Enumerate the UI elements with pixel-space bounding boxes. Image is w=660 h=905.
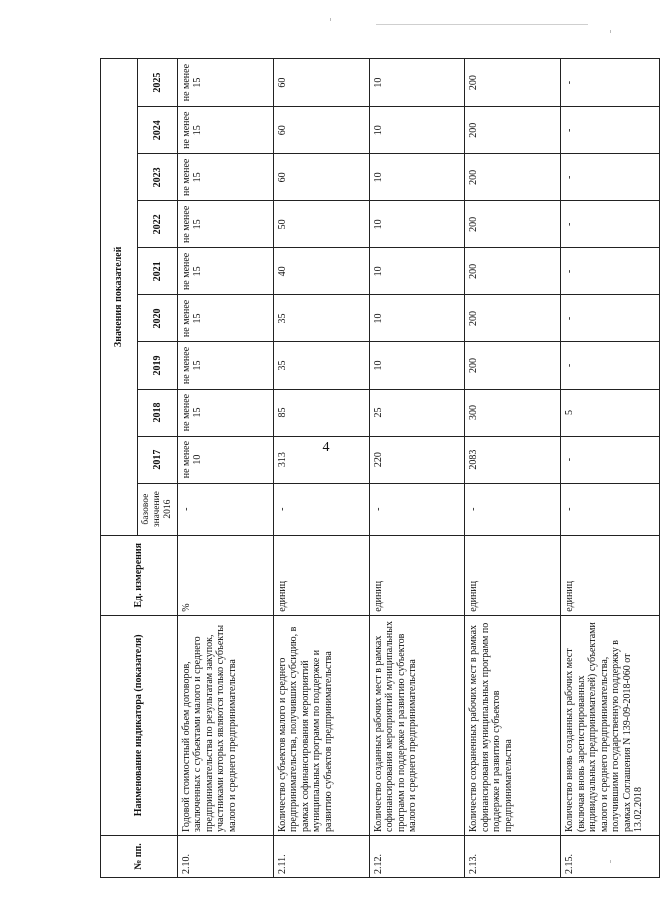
- header-year: 2020: [138, 295, 178, 342]
- row-value: -: [561, 201, 660, 248]
- row-base: -: [177, 483, 273, 535]
- row-base: -: [561, 483, 660, 535]
- header-year: 2021: [138, 248, 178, 295]
- header-num: № пп.: [101, 835, 178, 877]
- page-number: 4: [322, 440, 330, 455]
- row-value: не менее 15: [177, 107, 273, 154]
- row-value: -: [561, 342, 660, 389]
- row-value: 200: [465, 154, 561, 201]
- table-row: [465, 59, 561, 878]
- row-value: -: [561, 295, 660, 342]
- row-value: не менее 15: [177, 154, 273, 201]
- row-value: 10: [369, 248, 465, 295]
- header-year: 2017: [138, 436, 178, 483]
- row-name: Годовой стоимостный объем договоров, заключенных с субъектами малого и среднего предпринимательства по результатам закупок, участниками которых являются только субъекты малого и среднего предпринимательства: [177, 615, 273, 835]
- table-row: [369, 59, 465, 878]
- row-num: 2.15.: [561, 835, 660, 877]
- row-num: 2.11.: [273, 835, 369, 877]
- row-name: Количество субъектов малого и среднего предпринимательства, получивших субсидию, в рамках софинансирования мероприятий муниципальных программ по поддержке и развитию субъектов предпринимательства: [273, 615, 369, 835]
- row-value: 313: [273, 436, 369, 483]
- scan-artifact-dot: [610, 30, 611, 33]
- row-value: не менее 15: [177, 201, 273, 248]
- row-value: не менее 15: [177, 389, 273, 436]
- indicators-table-container: [100, 58, 660, 878]
- header-year: 2018: [138, 389, 178, 436]
- row-value: 35: [273, 342, 369, 389]
- header-base: базовое значение 2016: [138, 483, 178, 535]
- row-value: 5: [561, 389, 660, 436]
- row-num: 2.13.: [465, 835, 561, 877]
- row-name: Количество созданных рабочих мест в рамках софинансирования мероприятий муниципальных программ по поддержке и развитию субъектов малого и среднего предпринимательства: [369, 615, 465, 835]
- row-value: 85: [273, 389, 369, 436]
- row-value: 200: [465, 107, 561, 154]
- row-value: 200: [465, 248, 561, 295]
- header-year: 2023: [138, 154, 178, 201]
- row-value: 10: [369, 201, 465, 248]
- row-value: 10: [369, 59, 465, 107]
- row-base: -: [465, 483, 561, 535]
- row-value: не менее 10: [177, 436, 273, 483]
- row-unit: %: [177, 535, 273, 615]
- table-row: [561, 59, 660, 878]
- row-value: не менее 15: [177, 248, 273, 295]
- header-year: 2019: [138, 342, 178, 389]
- row-value: 60: [273, 59, 369, 107]
- row-value: -: [561, 436, 660, 483]
- row-value: 25: [369, 389, 465, 436]
- row-value: 10: [369, 154, 465, 201]
- row-name: Количество вновь созданных рабочих мест (включая вновь зарегистрированных индивидуальных предпринимателей) субъектами малого и среднего предпринимательства, получившими государственную поддержку в рамках Соглашения N 139-09-2018-060 от 13.02.2018: [561, 615, 660, 835]
- row-value: 10: [369, 295, 465, 342]
- indicators-table: [100, 58, 660, 878]
- row-value: не менее 15: [177, 342, 273, 389]
- row-num: 2.12.: [369, 835, 465, 877]
- row-value: -: [561, 248, 660, 295]
- row-value: 200: [465, 342, 561, 389]
- header-name: Наименование индикатора (показателя): [101, 615, 178, 835]
- row-value: 35: [273, 295, 369, 342]
- row-unit: единиц: [465, 535, 561, 615]
- header-values-group: Значения показателей: [101, 59, 138, 536]
- row-base: -: [369, 483, 465, 535]
- row-unit: единиц: [273, 535, 369, 615]
- row-value: -: [561, 154, 660, 201]
- row-value: 40: [273, 248, 369, 295]
- row-value: 200: [465, 59, 561, 107]
- header-year: 2022: [138, 201, 178, 248]
- table-row: [177, 59, 273, 878]
- row-value: -: [561, 107, 660, 154]
- row-value: 10: [369, 107, 465, 154]
- row-unit: единиц: [369, 535, 465, 615]
- row-unit: единиц: [561, 535, 660, 615]
- row-value: 50: [273, 201, 369, 248]
- row-value: -: [561, 59, 660, 107]
- header-year: 2024: [138, 107, 178, 154]
- row-value: 60: [273, 107, 369, 154]
- row-value: не менее 15: [177, 295, 273, 342]
- header-unit: Ед. измерения: [101, 535, 178, 615]
- scan-artifact-line: [376, 24, 588, 25]
- row-value: 60: [273, 154, 369, 201]
- row-value: 200: [465, 295, 561, 342]
- row-value: 10: [369, 342, 465, 389]
- row-value: 300: [465, 389, 561, 436]
- rotated-table: [100, 58, 660, 878]
- row-value: 200: [465, 201, 561, 248]
- table-row: [273, 59, 369, 878]
- row-value: 220: [369, 436, 465, 483]
- row-name: Количество сохраненных рабочих мест в рамках софинансирования муниципальных программ по поддержке и развитию субъектов предпринимательства: [465, 615, 561, 835]
- row-value: 2083: [465, 436, 561, 483]
- row-num: 2.10.: [177, 835, 273, 877]
- header-year: 2025: [138, 59, 178, 107]
- row-base: -: [273, 483, 369, 535]
- scan-artifact-dot: [330, 18, 331, 21]
- row-value: не менее 15: [177, 59, 273, 107]
